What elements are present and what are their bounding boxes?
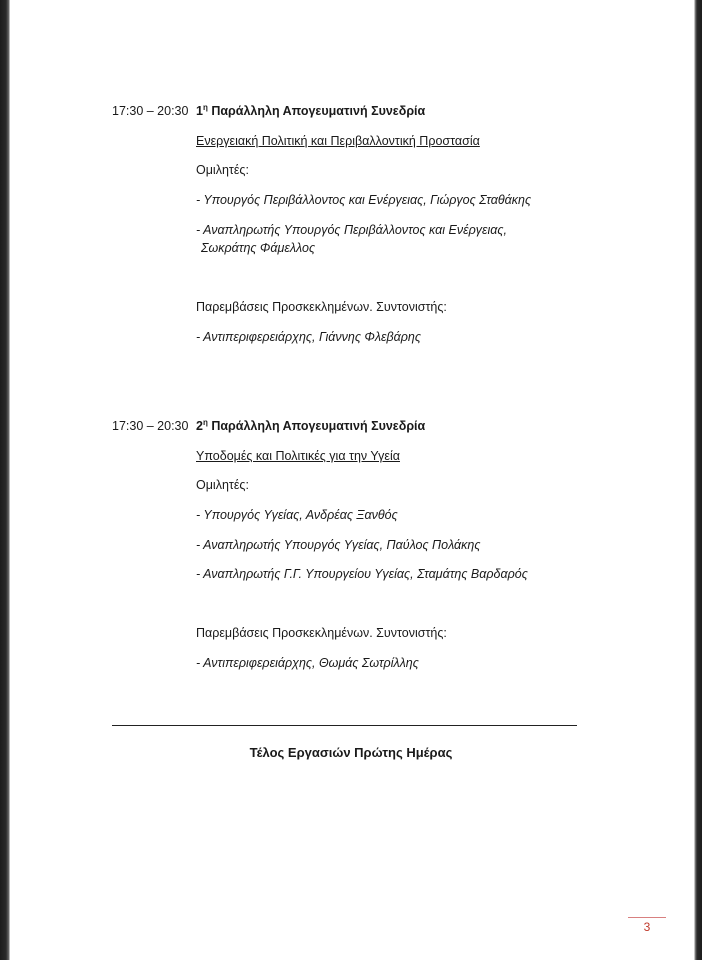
coordinator-item: - Αντιπεριφερειάρχης, Γιάννης Φλεβάρης: [196, 330, 421, 344]
coordinator-item: - Αντιπεριφερειάρχης, Θωμάς Σωτρίλλης: [196, 656, 419, 670]
session-title: $1^\eta$ Παράλληλη Απογευματινή Συνεδρία: [196, 102, 426, 118]
speaker-item: - Υπουργός Περιβάλλοντος και Ενέργειας, Γιώργος Σταθάκης: [196, 193, 532, 207]
speaker-item-continued: Σωκράτης Φάμελλος: [201, 241, 316, 255]
end-of-day-title: Τέλος Εργασιών Πρώτης Ημέρας: [249, 745, 453, 760]
interventions-label: Παρεμβάσεις Προσκεκλημένων. Συντονιστής:: [196, 300, 447, 314]
session-topic: Ενεργειακή Πολιτική και Περιβαλλοντική Προστασία: [196, 134, 480, 148]
speaker-item: - Αναπληρωτής Γ.Γ. Υπουργείου Υγείας, Σταμάτης Βαρδαρός: [196, 567, 528, 581]
page-number: 3: [643, 920, 651, 934]
interventions-label: Παρεμβάσεις Προσκεκλημένων. Συντονιστής:: [196, 626, 447, 640]
divider-rule: [112, 725, 577, 726]
session-topic: Υποδομές και Πολιτικές για την Υγεία: [196, 449, 400, 463]
session-time: 17:30 – 20:30: [112, 419, 189, 433]
speaker-item: - Αναπληρωτής Υπουργός Υγείας, Παύλος Πολάκης: [196, 538, 481, 552]
page-number-rule: [628, 917, 666, 918]
speakers-label: Ομιλητές:: [196, 163, 249, 177]
speaker-item: - Αναπληρωτής Υπουργός Περιβάλλοντος και Ενέργειας,: [196, 223, 507, 237]
session-title: $2^\eta$ Παράλληλη Απογευματινή Συνεδρία: [196, 417, 426, 433]
session-time: 17:30 – 20:30: [112, 104, 189, 118]
speaker-item: - Υπουργός Υγείας, Ανδρέας Ξανθός: [196, 508, 398, 522]
speakers-label: Ομιλητές:: [196, 478, 249, 492]
